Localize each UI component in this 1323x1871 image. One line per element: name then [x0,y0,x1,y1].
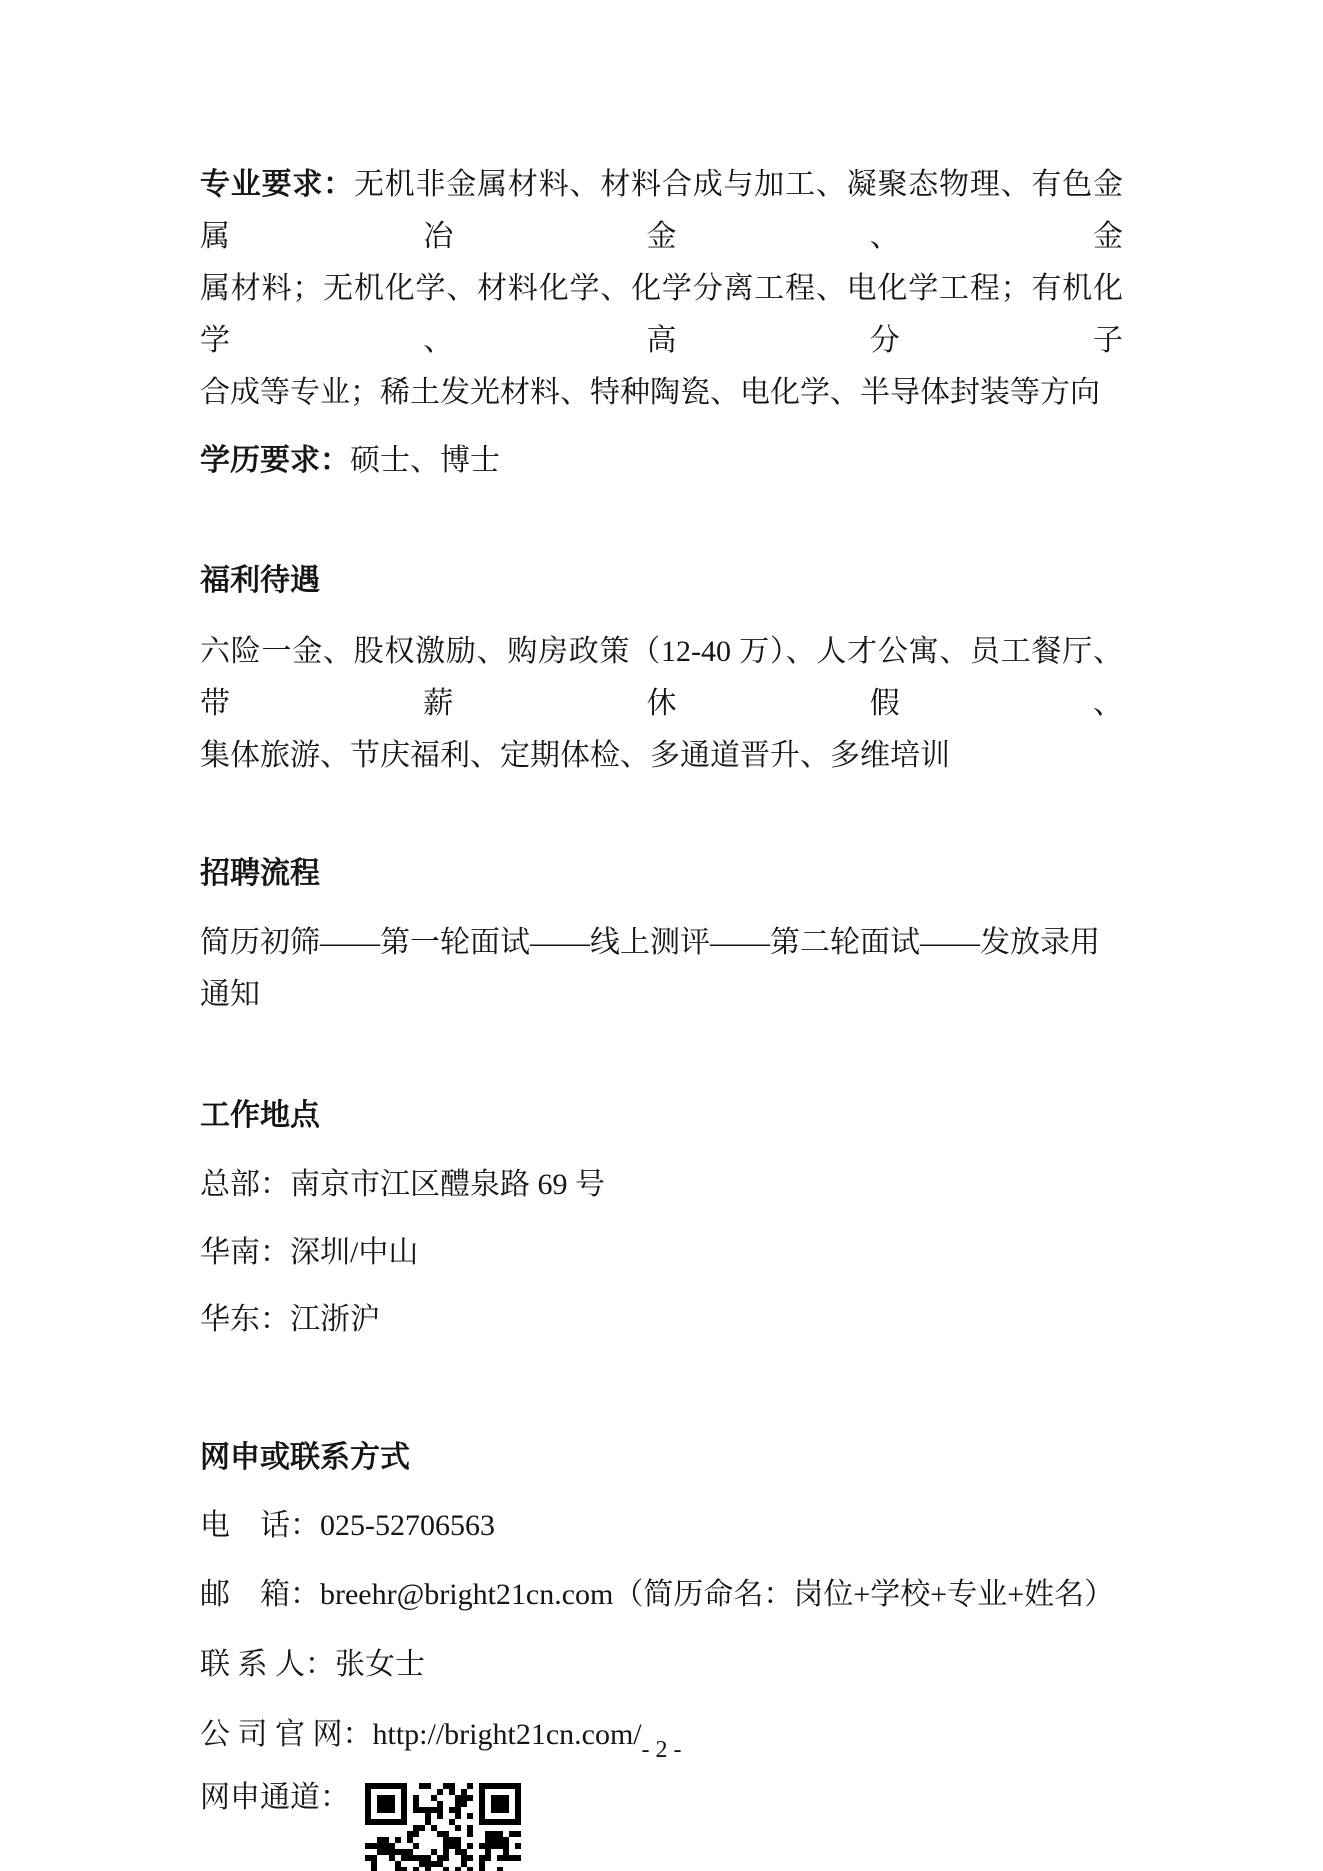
page-number: - 2 - [641,1737,682,1763]
contact-website-line: 公 司 官 网：http://bright21cn.com/ [200,1718,642,1751]
education-requirements-value: 硕士、博士 [350,444,500,477]
contact-phone-line: 电 话：025-52706563 [200,1509,495,1542]
contact-email-line: 邮 箱：breehr@bright21cn.com（简历命名：岗位+学校+专业+姓名） [200,1578,1115,1611]
major-requirements-text: 无机非金属材料、材料合成与加工、凝聚态物理、有色金属冶金、金 [200,168,1124,253]
online-application-row [200,1772,1123,1871]
location-south-china-line: 华南：深圳/中山 [200,1236,419,1269]
section-heading-benefits: 福利待遇 [200,564,320,597]
education-requirements-label: 学历要求： [200,444,350,477]
major-requirements-line-3: 合成等专业；稀土发光材料、特种陶瓷、电化学、半导体封装等方向 [200,376,1100,409]
education-requirements-line [200,435,1123,487]
benefits-line-2: 集体旅游、节庆福利、定期体检、多通道晋升、多维培训 [200,739,950,772]
benefits-line-1: 六险一金、股权激励、购房政策（12-40 万）、人才公寓、员工餐厅、带薪休假、 [200,635,1123,720]
major-requirements-line-2: 属材料；无机化学、材料化学、化学分离工程、电化学工程；有机化学、高分子 [200,272,1123,357]
location-east-china-line: 华东：江浙沪 [200,1303,380,1336]
contact-person-line: 联 系 人：张女士 [200,1648,425,1681]
online-application-label: 网申通道： [200,1781,350,1814]
recruitment-process-flow: 简历初筛——第一轮面试——线上测评——第二轮面试——发放录用通知 [200,926,1100,1011]
section-heading-recruitment-process: 招聘流程 [200,857,320,890]
section-heading-contact: 网申或联系方式 [200,1441,410,1474]
location-headquarters-line: 总部：南京市江区醴泉路 69 号 [200,1168,605,1201]
benefits-paragraph [200,626,1123,782]
major-requirements-line-1 [200,159,1123,263]
section-heading-work-location: 工作地点 [200,1099,320,1132]
major-requirements-paragraph [200,159,1123,419]
document-content [200,0,1123,1871]
application-qr-code-icon [365,1783,521,1871]
major-requirements-label: 专业要求： [200,168,354,201]
